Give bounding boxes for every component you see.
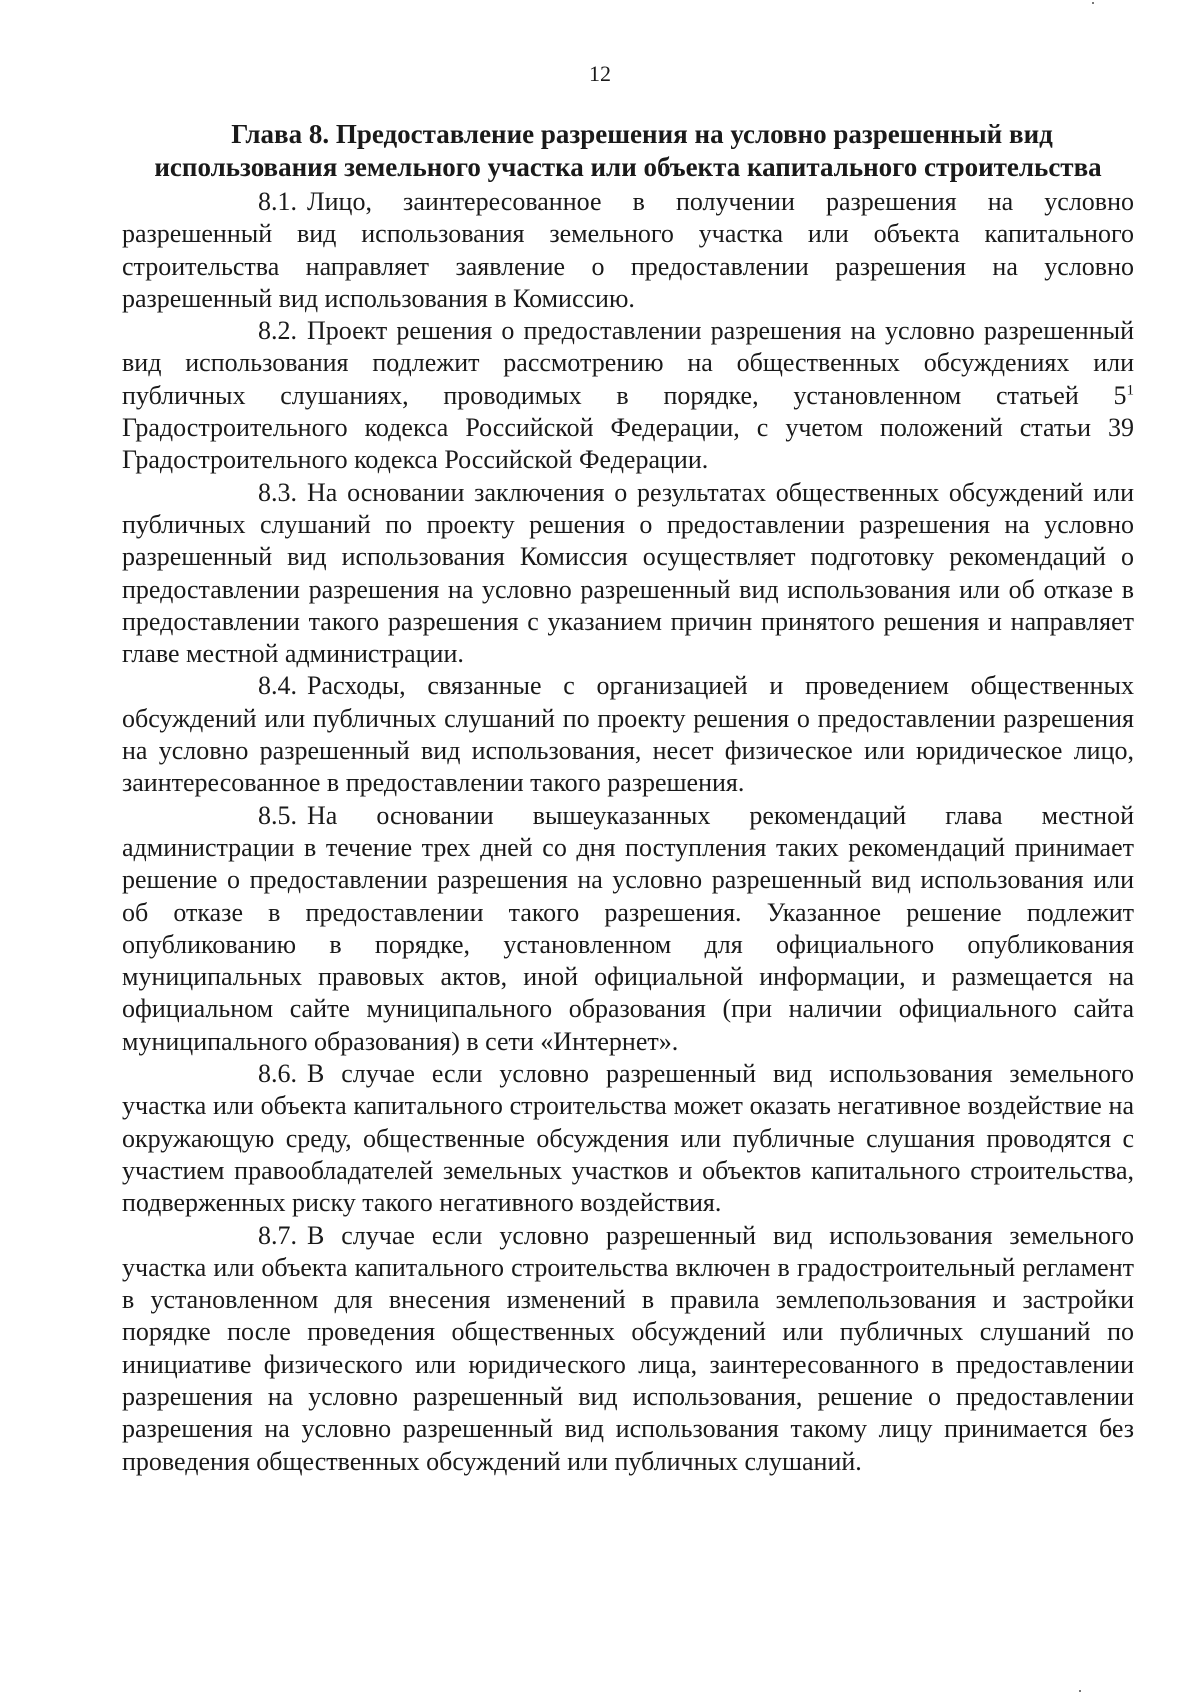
paragraph-text: Расходы, связанные с организацией и проведением общественных обсуждений или публичных слушаний по проекту решения о предоставлении разрешения на условно разрешенный вид использования, несет физическое или юридическое лицо, заинтересованное в предоставлении такого разрешения.: [122, 671, 1134, 798]
paragraph-text: На основании заключения о результатах общественных обсуждений или публичных слушаний по проекту решения о предоставлении разрешения на условно разрешенный вид использования Комиссия осуществляет подготовку рекомендаций о предоставлении разрешения на условно разрешенный вид использования или об отказе в предоставлении такого разрешения с указанием причин принятого решения и направляет главе местной администрации.: [122, 477, 1134, 669]
chapter-title-line-2: использования земельного участка или объекта капитального строительства: [154, 152, 1102, 182]
chapter-title-line-1: Глава 8. Предоставление разрешения на условно разрешенный вид: [231, 119, 1053, 149]
paragraph-number: 8.2.: [258, 316, 297, 346]
page-number: 12: [589, 61, 611, 86]
paragraph-number: 8.7.: [258, 1220, 297, 1250]
paragraph-number: 8.6.: [258, 1059, 297, 1089]
paragraph-8-7: [122, 1220, 1134, 1478]
paragraph-text-continued: Градостроительного кодекса Российской Федерации, с учетом положений статьи 39 Градостроительного кодекса Российской Федерации.: [122, 413, 1134, 475]
paragraph-number: 8.1.: [258, 187, 297, 216]
paragraph-text: Проект решения о предоставлении разрешения на условно разрешенный вид использования подлежит рассмотрению на общественных обсуждениях или публичных слушаниях, проводимых в порядке, установленном статьей 5: [122, 316, 1134, 410]
paragraph-8-2: [122, 315, 1134, 476]
paragraph-8-1: [122, 186, 1134, 315]
scan-artifact-top-right: [1092, 2, 1094, 4]
chapter-title: [122, 118, 1134, 184]
paragraph-8-6: [122, 1058, 1134, 1219]
paragraph-number: 8.5.: [258, 800, 297, 830]
document-body: [122, 118, 1134, 1478]
paragraph-text: В случае если условно разрешенный вид использования земельного участка или объекта капитального строительства включен в градостроительный регламент в установленном для внесения изменений в правила землепользования и застройки порядке после проведения общественных обсуждений или публичных слушаний по инициативе физического или юридического лица, заинтересованного в предоставлении разрешения на условно разрешенный вид использования, решение о предоставлении разрешения на условно разрешенный вид использования такому лицу принимается без проведения общественных обсуждений или публичных слушаний.: [122, 1220, 1134, 1476]
scan-artifact-bottom-right: [1079, 1690, 1081, 1692]
paragraph-number: 8.4.: [258, 671, 297, 701]
article-superscript: 1: [1126, 382, 1134, 399]
paragraph-8-5: [122, 800, 1134, 1058]
paragraph-8-4: [122, 670, 1134, 799]
paragraph-text: Лицо, заинтересованное в получении разрешения на условно разрешенный вид использования земельного участка или объекта капитального строительства направляет заявление о предоставлении разрешения на условно разрешенный вид использования в Комиссию.: [122, 187, 1134, 313]
paragraph-text: На основании вышеуказанных рекомендаций глава местной администрации в течение трех дней со дня поступления таких рекомендаций принимает решение о предоставлении разрешения на условно разрешенный вид использования или об отказе в предоставлении такого разрешения. Указанное решение подлежит опубликованию в порядке, установленном для официального опубликования муниципальных правовых актов, иной официальной информации, и размещается на официальном сайте муниципального образования (при наличии официального сайта муниципального образования) в сети «Интернет».: [122, 800, 1134, 1056]
paragraph-number: 8.3.: [258, 477, 297, 507]
paragraph-8-3: [122, 477, 1134, 671]
paragraph-text: В случае если условно разрешенный вид использования земельного участка или объекта капитального строительства может оказать негативное воздействие на окружающую среду, общественные обсуждения или публичные слушания проводятся с участием правообладателей земельных участков и объектов капитального строительства, подверженных риску такого негативного воздействия.: [122, 1059, 1134, 1218]
